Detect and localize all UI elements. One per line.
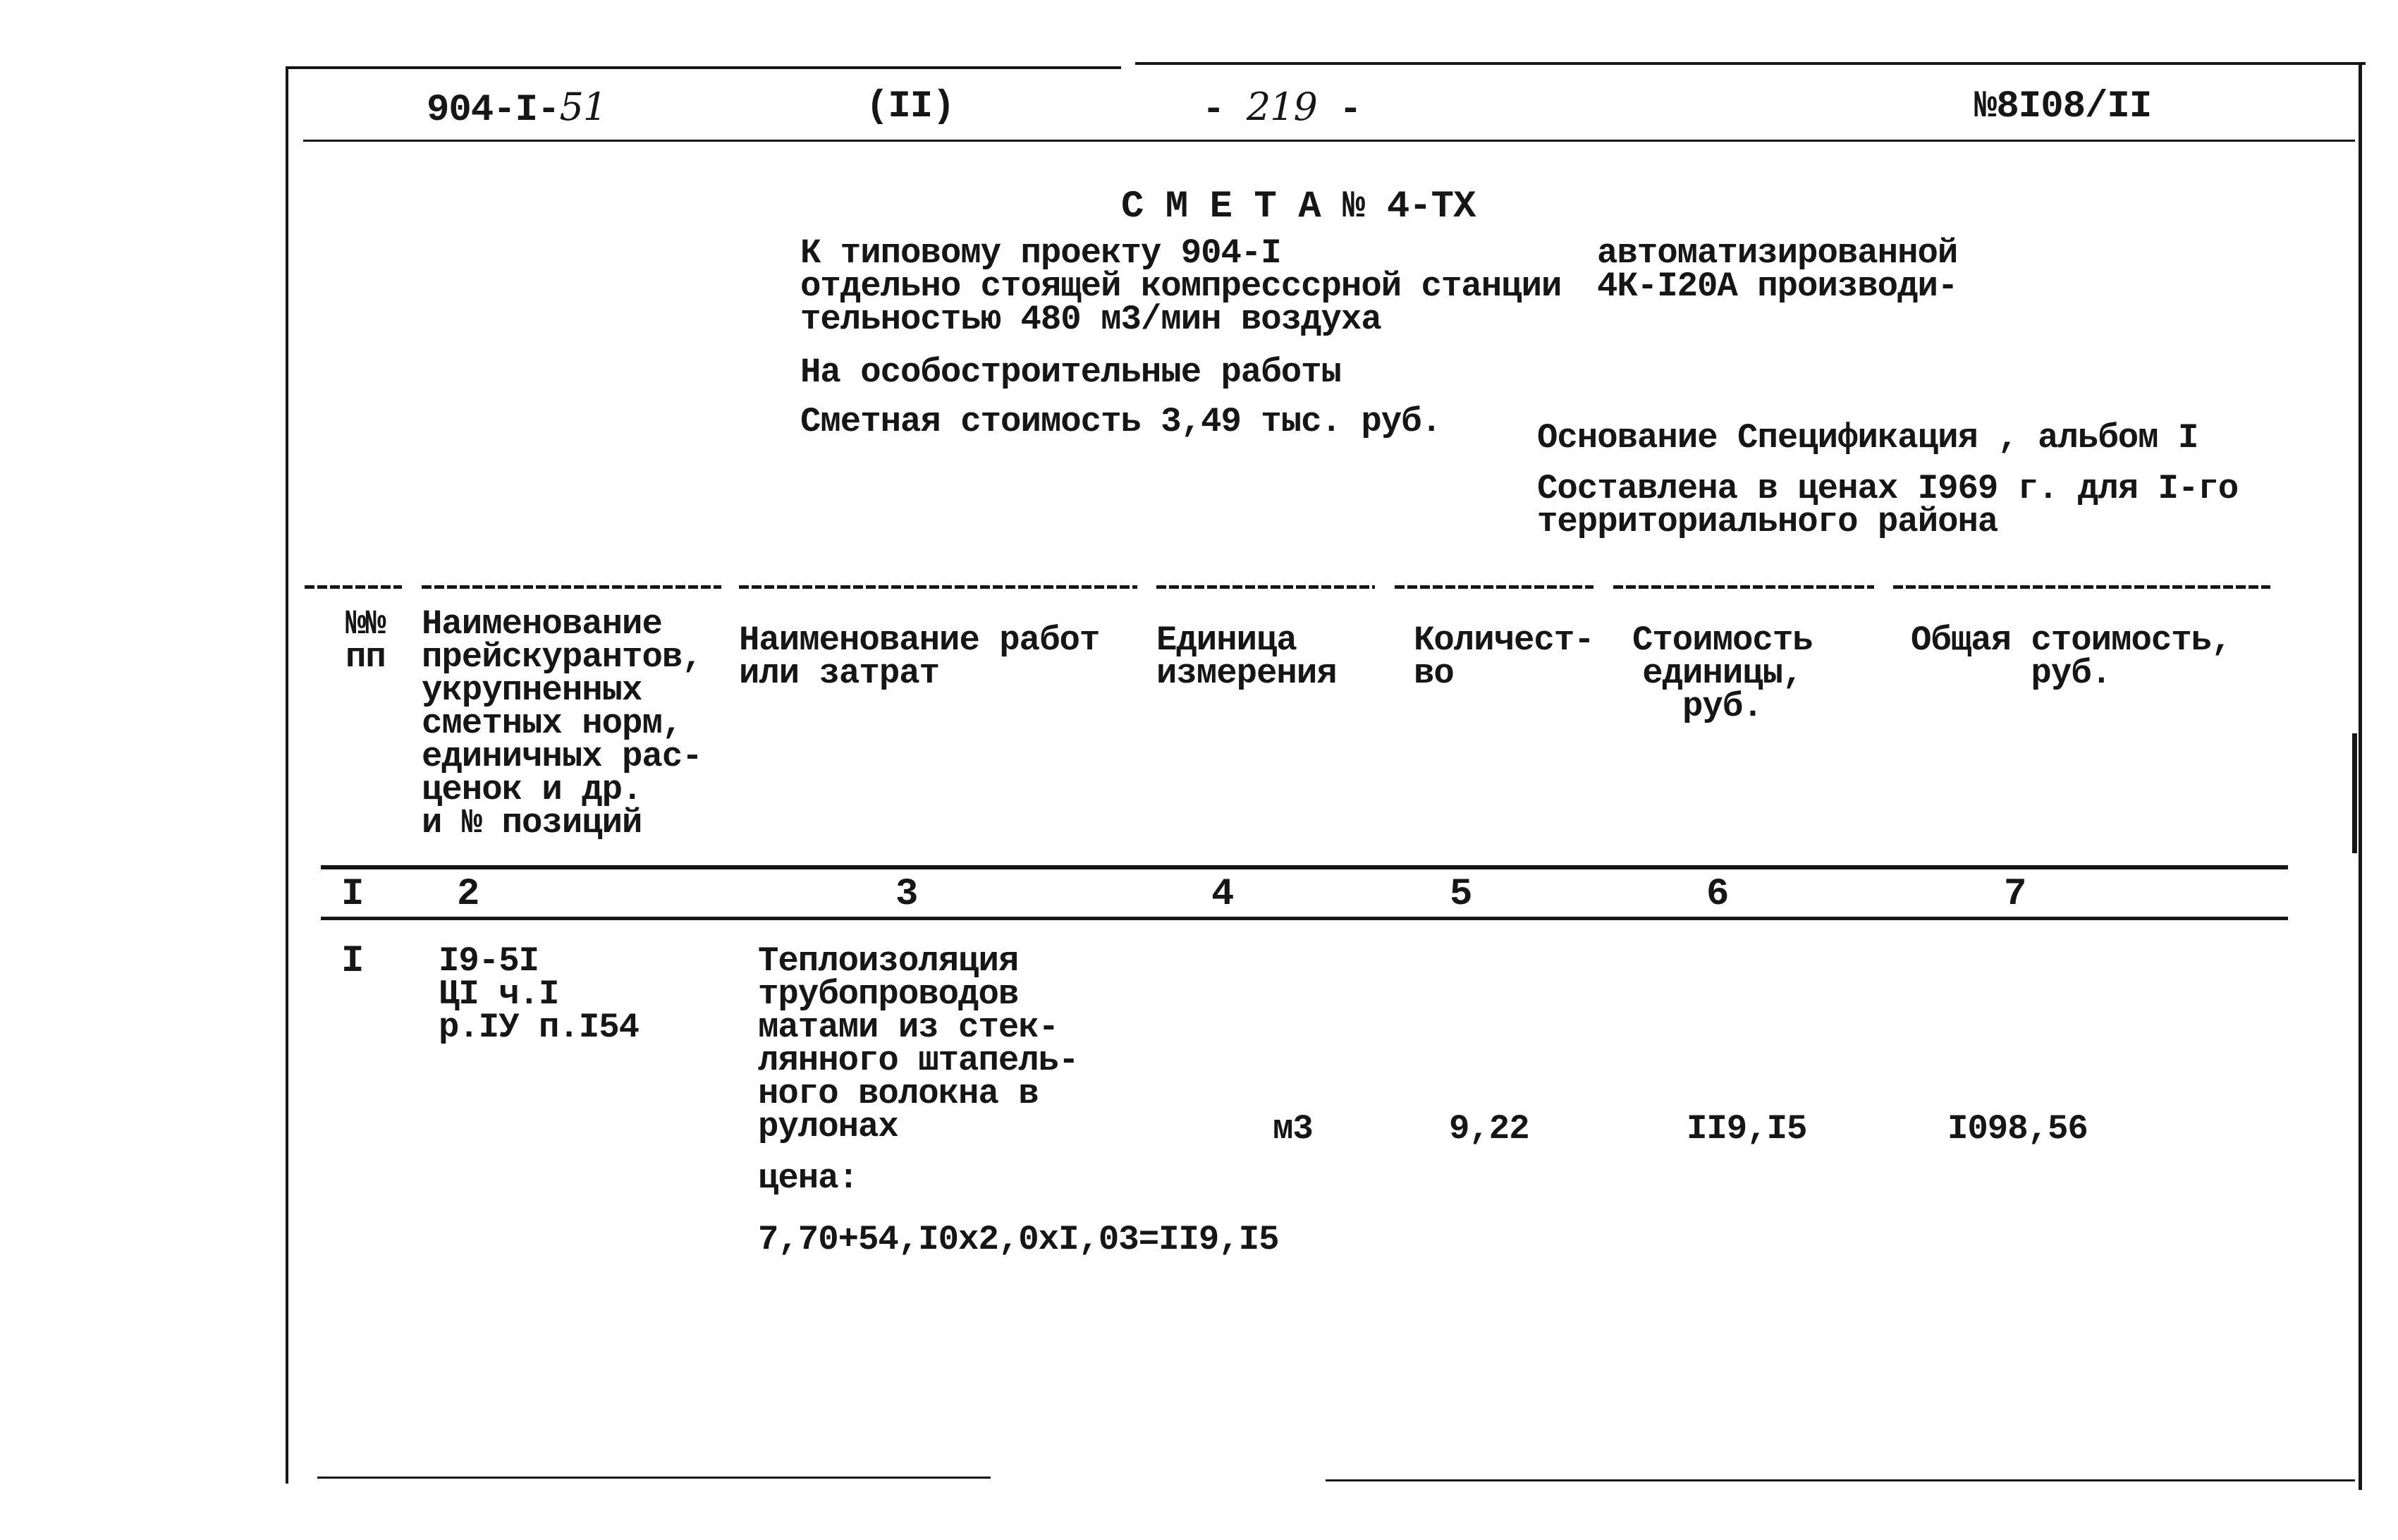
- row-quantity: 9,22: [1449, 1109, 1529, 1149]
- column-numbers-top-rule: [321, 865, 2288, 869]
- row-unit-cost: II9,I5: [1687, 1109, 1807, 1149]
- header-dash-col3: [739, 585, 1137, 589]
- header-dash-col7: [1893, 585, 2270, 589]
- column-numbers-bottom-rule: [321, 917, 2288, 920]
- handwritten-page-number: 219: [1246, 85, 1317, 129]
- frame-bottom-right: [1326, 1479, 2355, 1481]
- col-header-quantity: Количест- во: [1414, 621, 1594, 693]
- row-work-name: Теплоизоляция трубопроводов матами из стек- лянного штапель- ного волокна в рулонах: [758, 941, 1079, 1147]
- header-dash-col5: [1395, 585, 1593, 589]
- col-header-unit-cost: Стоимость единицы, руб.: [1632, 621, 1813, 726]
- project-description-right: автоматизированной 4К-I20А производи-: [1597, 233, 1958, 306]
- project-description: К типовому проекту 904-I отдельно стоящей компрессcрной станции тельностью 480 м3/мин воздуха: [800, 233, 1562, 339]
- row-reference: I9-5I ЦI ч.I р.IУ п.I54: [439, 941, 640, 1047]
- header-dash-col2: [422, 585, 721, 589]
- col-header-reference: Наименование прейскурантов, укрупненных сметных норм, единичных рас- ценок и др. и № позиций: [422, 604, 702, 843]
- column-number-2: 2: [457, 873, 479, 916]
- page-number: - 219 -: [1202, 85, 1362, 132]
- row-unit: м3: [1273, 1109, 1313, 1149]
- price-basis: Составлена в ценах I969 г. для I-го территориального района: [1537, 469, 2239, 542]
- frame-top-right: [1135, 62, 2366, 65]
- row-price-label: цена:: [758, 1159, 859, 1198]
- row-total-cost: I098,56: [1947, 1109, 2088, 1149]
- row-price-formula: 7,70+54,I0x2,0xI,03=II9,I5: [758, 1220, 1279, 1259]
- volume-number: (II): [866, 85, 955, 128]
- estimate-title: С М Е Т А № 4-ТХ: [1121, 185, 1476, 228]
- column-number-1: I: [341, 873, 364, 916]
- header-rule: [303, 140, 2355, 142]
- right-margin-mark: [2352, 733, 2357, 853]
- col-header-total-cost: Общая стоимость, руб.: [1911, 621, 2232, 693]
- frame-left: [286, 66, 288, 1484]
- column-number-5: 5: [1450, 873, 1472, 916]
- frame-bottom-left: [317, 1477, 991, 1479]
- column-number-4: 4: [1211, 873, 1234, 916]
- row-number: I: [341, 940, 364, 983]
- works-type: На особостроительные работы: [800, 353, 1341, 392]
- col-header-work-name: Наименование работ или затрат: [739, 621, 1100, 693]
- column-number-7: 7: [2004, 873, 2026, 916]
- estimate-basis: Основание Спецификация , альбом I: [1537, 418, 2198, 458]
- header-dash-col1: [305, 585, 402, 589]
- estimated-cost: Сметная стоимость 3,49 тыс. руб.: [800, 402, 1441, 441]
- header-dash-col6: [1613, 585, 1874, 589]
- column-number-3: 3: [895, 873, 918, 916]
- col-header-number: №№ пп: [345, 604, 386, 677]
- project-code: 904-I-51: [427, 85, 607, 132]
- column-number-6: 6: [1706, 873, 1729, 916]
- handwritten-project-number: 51: [559, 85, 607, 129]
- frame-top-left: [286, 66, 1121, 69]
- header-dash-col4: [1156, 585, 1375, 589]
- col-header-unit: Единица измерения: [1156, 621, 1337, 693]
- frame-right: [2359, 62, 2362, 1490]
- document-number: №8I08/II: [1974, 85, 2152, 128]
